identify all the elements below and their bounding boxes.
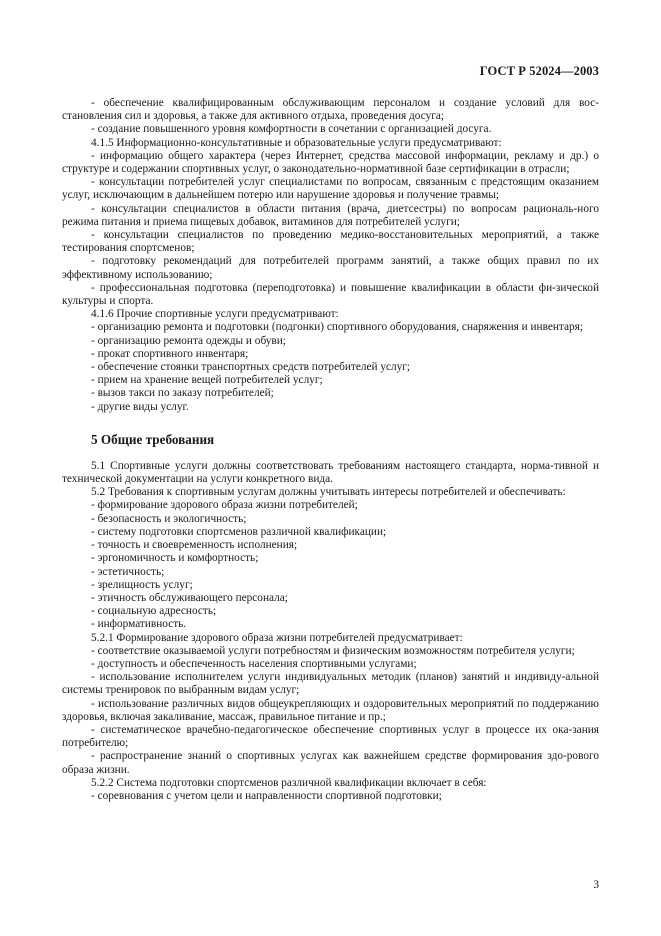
list-item: - вызов такси по заказу потребителей;: [91, 387, 274, 400]
list-item: - консультации специалистов в области питания (врача, диетсестры) по вопросам рациональ-ного режима питания и приема пищевых добавок, витаминов для потребителей услуги;: [62, 202, 599, 228]
list-item: - профессиональная подготовка (переподготовка) и повышение квалификации в области фи-зической культуры и спорта.: [62, 281, 599, 308]
list-item: - социальную адресность;: [91, 605, 217, 618]
clause-4-1-6: 4.1.6 Прочие спортивные услуги предусматривают:: [91, 308, 339, 321]
list-item: - зрелищность услуг;: [91, 578, 193, 591]
clause-5-1: 5.1 Спортивные услуги должны соответствовать требованиям настоящего стандарта, норма-тивной и технической документации на услуги конкретного вида.: [62, 459, 599, 486]
list-item: - этичность обслуживающего персонала;: [91, 591, 288, 604]
paragraph-group-a: [62, 97, 599, 414]
list-item: - эргономичность и комфортность;: [91, 552, 259, 565]
standard-header: ГОСТ Р 52024—2003: [479, 64, 599, 78]
section-title: 5 Общие требования: [91, 431, 215, 447]
page-number: 3: [593, 879, 599, 891]
list-item: - соревнования с учетом цели и направленности спортивной подготовки;: [91, 789, 442, 802]
list-item: - эстетичность;: [91, 565, 165, 578]
list-item: - информацию общего характера (через Интернет, средства массовой информации, рекламу и др.) о структуре и содержании спортивных услуг, о законодательно-нормативной базе сертификации в отрасли;: [62, 149, 599, 176]
list-item: - подготовку рекомендаций для потребителей программ занятий, а также общих правил по их эффективному использованию;: [62, 255, 599, 281]
list-item: - использование исполнителем услуги индивидуальных методик (планов) занятий и индивиду-альной системы тренировок по выбранным видам услуг;: [62, 671, 599, 697]
list-item: - систематическое врачебно-педагогическое обеспечение спортивных услуг в процессе их ока-зания потребителю;: [62, 723, 599, 750]
list-item: - безопасность и экологичность;: [91, 512, 247, 525]
list-item: - формирование здорового образа жизни потребителей;: [91, 499, 358, 512]
list-item: - доступность и обеспеченность населения спортивными услугами;: [91, 657, 417, 670]
list-item: - другие виды услуг.: [91, 400, 189, 413]
list-item: - прием на хранение вещей потребителей услуг;: [91, 374, 323, 387]
list-item: - распространение знаний о спортивных услугах как важнейшем средстве формирования здо-рового образа жизни.: [62, 750, 599, 776]
list-item: - информативность.: [91, 618, 187, 631]
list-item: - прокат спортивного инвентаря;: [91, 347, 249, 360]
paragraph: - создание повышенного уровня комфортности в сочетании с организацией досуга.: [91, 123, 492, 136]
list-item: - консультации потребителей услуг специалистами по вопросам, связанным с предстоящим оказанием услуг, исключающим в дальнейшем потерю или нарушение здоровья и получение травмы;: [62, 176, 599, 202]
paragraph-group-b: [62, 460, 599, 803]
list-item: - использование различных видов общеукрепляющих и оздоровительных мероприятий по поддержанию здоровья, включая закаливание, массаж, правильное питание и пр.;: [62, 697, 599, 723]
list-item: - организацию ремонта одежды и обуви;: [91, 334, 286, 347]
list-item: - точность и своевременность исполнения;: [91, 539, 298, 552]
clause-5-2: 5.2 Требования к спортивным услугам должны учитывать интересы потребителей и обеспечивать:: [91, 486, 566, 499]
list-item: - соответствие оказываемой услуги потребностям и физическим возможностям потребителя услуги;: [91, 644, 575, 657]
list-item: - обеспечение стоянки транспортных средств потребителей услуг;: [91, 361, 411, 374]
list-item: - организацию ремонта и подготовки (подгонки) спортивного оборудования, снаряжения и инвентаря;: [91, 321, 583, 334]
list-item: - консультации специалистов по проведению медико-восстановительных мероприятий, а также тестирования спортсменов;: [62, 229, 599, 255]
paragraph: - обеспечение квалифицированным обслуживающим персоналом и создание условий для вос-становления сил и здоровья, а также для активного отдыха, проведения досуга;: [62, 97, 599, 123]
clause-5-2-2: 5.2.2 Система подготовки спортсменов различной квалификации включает в себя:: [91, 776, 487, 789]
clause-5-2-1: 5.2.1 Формирование здорового образа жизни потребителей предусматривает:: [91, 631, 463, 644]
body-text: [62, 97, 599, 803]
list-item: - систему подготовки спортсменов различной квалификации;: [91, 525, 387, 538]
clause-4-1-5: 4.1.5 Информационно-консультативные и образовательные услуги предусматривают:: [91, 136, 502, 149]
